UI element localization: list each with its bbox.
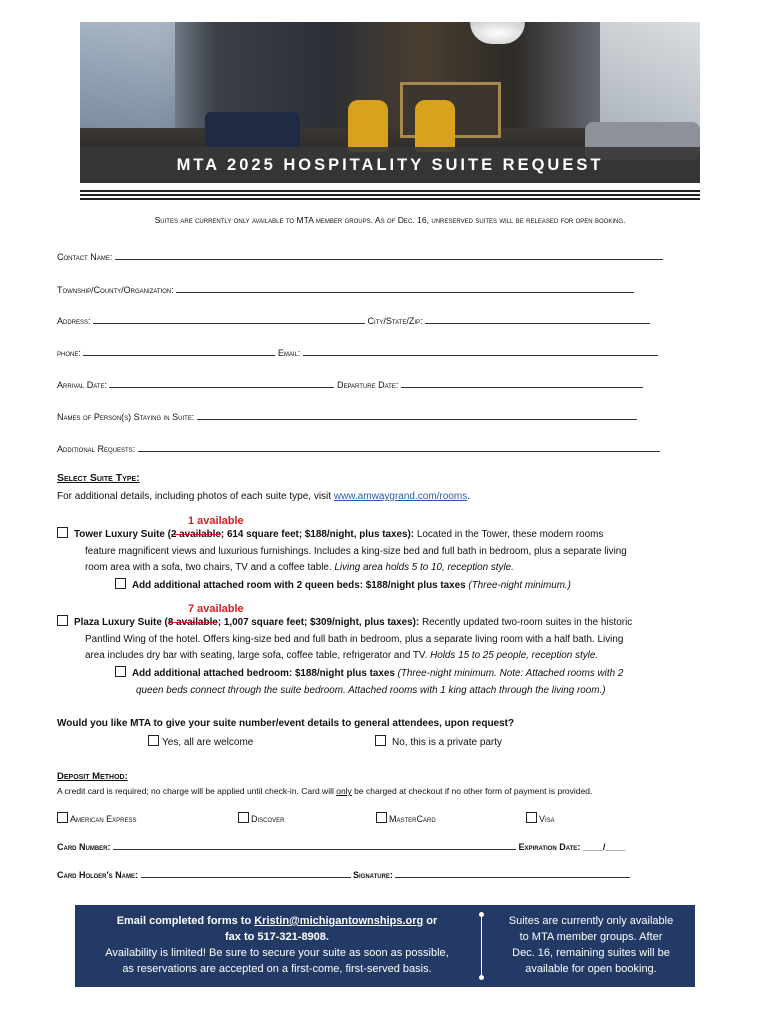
discover-label: Discover xyxy=(251,814,285,824)
availability-notice: Suites are currently only available to MTA member groups. As of Dec. 16, unreserved suites will be released for open booking. xyxy=(154,215,626,225)
footer-right-4: available for open booking. xyxy=(525,963,657,975)
visa-checkbox[interactable] xyxy=(526,812,537,823)
dates-row xyxy=(57,378,643,390)
additional-requests-row xyxy=(57,442,660,454)
address-field[interactable] xyxy=(93,314,365,324)
tower-addon-text: Add additional attached room with 2 queen beds: $188/night plus taxes xyxy=(132,580,466,591)
email-field[interactable] xyxy=(303,346,658,356)
tower-suite-checkbox[interactable] xyxy=(57,527,68,538)
tower-desc-3: room area with a sofa, two chairs, TV and a coffee table. xyxy=(85,562,332,573)
footer-right-1: Suites are currently only available xyxy=(508,915,674,927)
deposit-note xyxy=(57,786,592,796)
mastercard-checkbox[interactable] xyxy=(376,812,387,823)
plaza-specs: ; 1,007 square feet; $309/night, plus taxes): xyxy=(217,617,420,628)
arrival-label: Arrival Date: xyxy=(57,380,107,390)
card-number-label: Card Number: xyxy=(57,842,111,852)
organization-field[interactable] xyxy=(176,283,634,293)
departure-label: Departure Date: xyxy=(337,380,399,390)
footer-email-prefix: Email completed forms to xyxy=(116,915,255,927)
contact-name-label: Contact Name: xyxy=(57,252,113,262)
tower-addon-checkbox[interactable] xyxy=(115,578,126,589)
suite-type-heading: Select Suite Type: xyxy=(57,472,140,484)
share-details-question: Would you like MTA to give your suite number/event details to general attendees, upon request? xyxy=(57,718,515,729)
amex-option xyxy=(57,812,137,824)
card-holder-label: Card Holder's Name: xyxy=(57,870,138,880)
rooms-link[interactable]: www.amwaygrand.com/rooms xyxy=(333,491,468,502)
amex-checkbox[interactable] xyxy=(57,812,68,823)
footer-email-link[interactable]: Kristin@michigantownships.org xyxy=(254,915,424,927)
deposit-heading: Deposit Method: xyxy=(57,771,128,782)
amex-label: American Express xyxy=(70,814,137,824)
tower-desc-1: Located in the Tower, these modern rooms xyxy=(414,529,604,540)
footer-fax: fax to 517-321-8908. xyxy=(225,931,329,943)
yes-checkbox[interactable] xyxy=(148,735,159,746)
mastercard-label: MasterCard xyxy=(389,814,436,824)
blue-sofa xyxy=(205,112,300,150)
address-label: Address: xyxy=(57,316,91,326)
deposit-note-b: be charged at checkout if no other form of payment is provided. xyxy=(351,786,593,796)
footer-right-2: to MTA member groups. After xyxy=(519,931,663,943)
tower-suite-option xyxy=(57,527,737,577)
arrival-field[interactable] xyxy=(109,378,334,388)
no-option xyxy=(375,735,502,748)
additional-requests-field[interactable] xyxy=(138,442,660,452)
plaza-capacity: Holds 15 to 25 people, reception style. xyxy=(427,650,599,661)
deposit-note-only: only xyxy=(336,786,352,796)
footer-availability-2: as reservations are accepted on a first-come, first-served basis. xyxy=(122,963,432,975)
discover-option xyxy=(238,812,285,824)
signature-field[interactable] xyxy=(395,868,630,878)
phone-label: phone: xyxy=(57,348,81,358)
window-right xyxy=(600,22,700,132)
names-row xyxy=(57,410,637,422)
plaza-suite-checkbox[interactable] xyxy=(57,615,68,626)
tower-addon-option xyxy=(115,578,571,595)
yes-label: Yes, all are welcome xyxy=(162,737,254,748)
plaza-struck-availability: 8 available xyxy=(167,617,218,628)
expiration-field[interactable]: ____/____ xyxy=(582,842,626,852)
plaza-addon-checkbox[interactable] xyxy=(115,666,126,677)
tower-struck-availability: 2 available xyxy=(170,529,221,540)
plaza-addon-note: (Three-night minimum. Note: Attached rooms with 2 xyxy=(394,668,624,679)
plaza-desc-3: area includes dry bar with seating, large sofa, coffee table, refrigerator and TV. xyxy=(85,650,428,661)
tower-addon-note: (Three-night minimum.) xyxy=(465,580,571,591)
contact-name-row xyxy=(57,250,663,262)
card-number-field[interactable] xyxy=(113,840,516,850)
title-banner xyxy=(80,147,700,183)
phone-email-row xyxy=(57,346,658,358)
plaza-addon-note-2: queen beds connect through the suite bedroom. Attached rooms with 1 king attach through the living room.) xyxy=(136,684,606,696)
names-label: Names of Person(s) Staying in Suite: xyxy=(57,412,195,422)
discover-checkbox[interactable] xyxy=(238,812,249,823)
window-city-view xyxy=(80,22,175,132)
footer-banner xyxy=(75,905,695,987)
expiration-label: Expiration Date: xyxy=(518,842,581,852)
signature-label: Signature: xyxy=(353,870,393,880)
footer-email-suffix: or xyxy=(423,915,438,927)
phone-field[interactable] xyxy=(83,346,275,356)
plaza-desc-2: Pantlind Wing of the hotel. Offers king-size bed and full bath in bedroom, plus a separate living room with a half bath. Living xyxy=(85,633,624,645)
tower-desc-2: feature magnificent views and luxurious furnishings. Includes a king-size bed and full bath in bedroom, plus a separate living xyxy=(85,545,627,557)
card-number-row xyxy=(57,840,625,852)
plaza-availability: 7 available xyxy=(188,603,244,615)
card-holder-row xyxy=(57,868,630,880)
contact-name-field[interactable] xyxy=(115,250,663,260)
tower-availability: 1 available xyxy=(188,515,244,527)
page-title: MTA 2025 HOSPITALITY SUITE REQUEST xyxy=(176,155,604,174)
card-holder-field[interactable] xyxy=(141,868,351,878)
tower-capacity: Living area holds 5 to 10, reception style. xyxy=(331,562,514,573)
tower-name: Tower Luxury Suite ( xyxy=(74,529,171,540)
footer-right xyxy=(487,913,695,977)
tower-specs: ; 614 square feet; $188/night, plus taxes): xyxy=(220,529,415,540)
plaza-addon-option xyxy=(115,666,735,699)
visa-label: Visa xyxy=(539,814,555,824)
visa-option xyxy=(526,812,555,824)
departure-field[interactable] xyxy=(401,378,643,388)
mastercard-option xyxy=(376,812,436,824)
no-label: No, this is a private party xyxy=(392,737,503,748)
footer-right-3: Dec. 16, remaining suites will be xyxy=(512,947,670,959)
city-state-zip-field[interactable] xyxy=(425,314,650,324)
city-state-zip-label: City/State/Zip: xyxy=(367,316,423,326)
footer-availability-1: Availability is limited! Be sure to secure your suite as soon as possible, xyxy=(105,947,449,959)
organization-label: Township/County/Organization: xyxy=(57,285,174,295)
footer-left xyxy=(75,913,479,977)
plaza-desc-1: Recently updated two-room suites in the historic xyxy=(419,617,633,628)
decorative-rules xyxy=(80,190,700,204)
yes-option xyxy=(148,735,253,748)
yellow-chair-right xyxy=(415,100,455,152)
additional-requests-label: Additional Requests: xyxy=(57,444,136,454)
organization-row xyxy=(57,283,634,295)
address-row xyxy=(57,314,650,326)
no-checkbox[interactable] xyxy=(375,735,386,746)
footer-divider xyxy=(481,915,482,977)
names-field[interactable] xyxy=(197,410,637,420)
email-label: Email: xyxy=(277,348,301,358)
suite-intro xyxy=(57,491,470,502)
plaza-addon-text: Add additional attached bedroom: $188/night plus taxes xyxy=(132,668,395,679)
deposit-note-a: A credit card is required; no charge will be applied until check-in. Card will xyxy=(57,786,337,796)
yellow-chair-left xyxy=(348,100,388,152)
plaza-name: Plaza Luxury Suite ( xyxy=(74,617,168,628)
intro-text: For additional details, including photos of each suite type, visit xyxy=(57,491,332,502)
plaza-suite-option xyxy=(57,615,747,665)
intro-end: . xyxy=(467,491,470,502)
chandelier xyxy=(470,22,525,44)
